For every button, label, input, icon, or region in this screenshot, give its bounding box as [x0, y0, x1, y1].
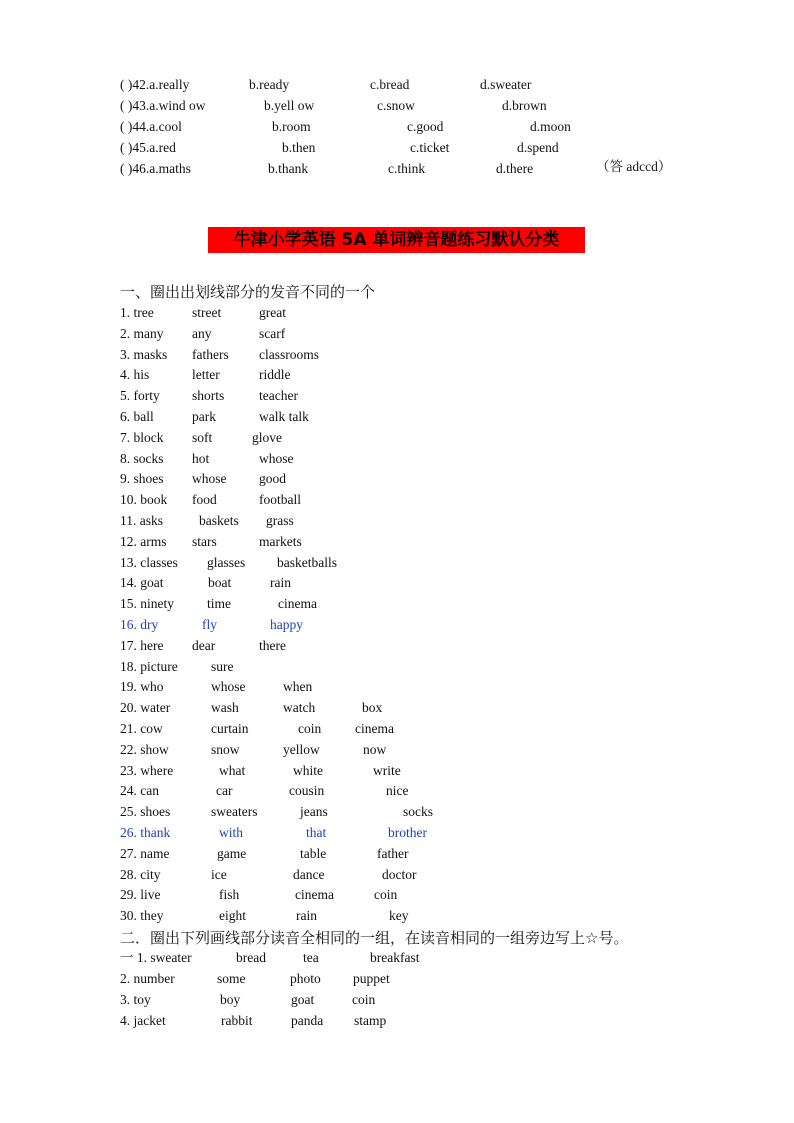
word-option: 9. shoes	[120, 471, 164, 487]
word-option: brother	[388, 825, 427, 840]
list-item	[120, 948, 680, 968]
word-option: dance	[293, 866, 325, 882]
word-option: dear	[192, 637, 216, 653]
word-option: goat	[291, 992, 315, 1007]
word-option: socks	[403, 804, 433, 820]
word-option: happy	[270, 617, 303, 632]
word-option: fathers	[192, 346, 229, 362]
question-option-d: d.spend	[517, 140, 559, 155]
question-option-d: d.there	[496, 161, 534, 176]
word-option: rabbit	[221, 1013, 253, 1028]
word-option: good	[259, 471, 286, 487]
word-option: yellow	[283, 741, 320, 757]
word-option: fish	[219, 887, 240, 903]
word-option: 7. block	[120, 429, 164, 445]
word-option: coin	[374, 887, 398, 903]
word-option: 27. name	[120, 845, 170, 861]
word-option: car	[216, 783, 233, 799]
word-option: whose	[211, 679, 246, 695]
word-option: whose	[259, 450, 294, 466]
list-item	[120, 865, 680, 885]
word-option: football	[259, 492, 301, 508]
question-option-a: ( )43.a.wind ow	[120, 98, 206, 113]
word-option: breakfast	[370, 950, 420, 965]
word-option: food	[192, 492, 217, 508]
word-option: teacher	[259, 388, 298, 404]
word-option: write	[373, 762, 401, 778]
word-option: time	[207, 596, 231, 612]
word-option: cinema	[295, 887, 334, 903]
word-option: that	[306, 825, 327, 840]
question-option-a: ( )46.a.maths	[120, 161, 191, 176]
word-option: 24. can	[120, 783, 159, 799]
page-title: 牛津小学英语 5A 单词辨音题练习默认分类	[208, 227, 585, 253]
list-item	[120, 885, 680, 905]
question-option-b: b.room	[272, 119, 311, 134]
question-option-b: b.ready	[249, 77, 290, 92]
word-option: coin	[352, 992, 376, 1007]
word-option: sure	[211, 658, 234, 674]
word-option: boy	[220, 992, 241, 1007]
word-option: baskets	[199, 513, 239, 528]
word-option: panda	[291, 1013, 324, 1028]
word-option: game	[217, 845, 247, 861]
list-item	[120, 698, 680, 718]
word-option: 30. they	[120, 908, 164, 924]
word-option: markets	[259, 533, 302, 549]
word-option: key	[389, 908, 409, 924]
word-option: box	[362, 700, 383, 716]
word-option: whose	[192, 471, 227, 487]
word-option: fly	[202, 617, 217, 632]
question-option-d: d.moon	[530, 119, 571, 134]
word-option: letter	[192, 367, 220, 383]
word-option: 10. book	[120, 492, 168, 508]
word-option: stamp	[354, 1013, 387, 1028]
word-option: when	[283, 679, 313, 695]
question-option-a: ( )45.a.red	[120, 140, 176, 155]
list-item	[120, 449, 680, 469]
word-option: 23. where	[120, 762, 174, 778]
word-option: glove	[252, 429, 282, 445]
question-option-c: c.snow	[377, 98, 415, 113]
question-option-a: ( )42.a.really	[120, 77, 190, 92]
list-item	[120, 386, 680, 406]
word-option: 25. shoes	[120, 804, 171, 820]
question-option-b: b.then	[282, 140, 316, 155]
list-item	[120, 303, 680, 323]
list-item	[120, 719, 680, 739]
word-option: 19. who	[120, 679, 164, 695]
word-option: coin	[298, 721, 322, 736]
list-item	[120, 823, 680, 843]
list-item	[120, 636, 680, 656]
list-item	[120, 781, 680, 801]
list-item	[120, 532, 680, 552]
word-option: stars	[192, 533, 217, 549]
word-option: 4. jacket	[120, 1013, 166, 1028]
list-item	[120, 761, 680, 781]
list-item	[120, 969, 680, 989]
word-option: what	[219, 762, 246, 778]
word-option: 18. picture	[120, 658, 178, 674]
word-option: boat	[208, 575, 232, 591]
word-option: cousin	[289, 783, 325, 799]
word-option: classrooms	[259, 346, 319, 362]
word-option: wash	[211, 700, 239, 716]
word-option: park	[192, 409, 216, 424]
question-option-a: ( )44.a.cool	[120, 119, 182, 134]
list-item	[120, 657, 680, 677]
word-option: 3. masks	[120, 346, 168, 362]
word-option: 2. many	[120, 325, 164, 341]
word-option: 16. dry	[120, 617, 159, 632]
section-heading: 二．圈出下列画线部分读音全相同的一组，在读音相同的一组旁边写上☆号。	[120, 929, 629, 947]
word-option: some	[217, 971, 246, 986]
word-option: hot	[192, 450, 210, 466]
word-option: rain	[296, 908, 317, 924]
list-item	[120, 428, 680, 448]
word-option: photo	[290, 971, 321, 986]
list-item	[120, 469, 680, 489]
word-option: cinema	[355, 721, 394, 736]
list-item	[120, 906, 680, 926]
list-item	[120, 1011, 680, 1031]
list-item	[120, 345, 680, 365]
list-item	[120, 511, 680, 531]
question-option-d: d.brown	[502, 98, 547, 113]
word-option: there	[259, 637, 286, 653]
word-option: 2. number	[120, 971, 175, 986]
word-option: table	[300, 845, 327, 861]
list-item	[120, 844, 680, 864]
word-option: 29. live	[120, 887, 161, 903]
word-option: sweaters	[211, 804, 258, 820]
word-option: tea	[303, 950, 319, 965]
word-option: soft	[192, 429, 213, 445]
list-item	[120, 573, 680, 593]
question-option-c: c.good	[407, 119, 444, 134]
word-option: 6. ball	[120, 409, 154, 424]
word-option: riddle	[259, 367, 291, 383]
word-option: curtain	[211, 721, 249, 736]
word-option: 1. tree	[120, 305, 154, 320]
word-option: 13. classes	[120, 554, 178, 570]
word-option: snow	[211, 741, 240, 757]
answer-note: （答 adccd）	[596, 159, 672, 174]
question-option-c: c.ticket	[410, 140, 450, 155]
word-option: shorts	[192, 388, 225, 404]
question-option-c: c.bread	[370, 77, 410, 92]
word-option: jeans	[300, 804, 328, 820]
word-option: 28. city	[120, 866, 161, 882]
word-option: 11. asks	[120, 513, 163, 528]
word-option: 14. goat	[120, 575, 164, 591]
list-item	[120, 553, 680, 573]
word-option: doctor	[382, 866, 417, 882]
word-option: puppet	[353, 971, 390, 986]
word-option: 15. ninety	[120, 596, 174, 612]
word-option: grass	[266, 513, 294, 528]
word-option: 22. show	[120, 741, 169, 757]
word-option: great	[259, 305, 286, 320]
word-option: scarf	[259, 325, 286, 341]
word-option: street	[192, 305, 222, 320]
list-item	[120, 407, 680, 427]
word-option: 5. forty	[120, 388, 160, 404]
word-option: watch	[283, 700, 316, 716]
question-option-b: b.yell ow	[264, 98, 315, 113]
word-option: walk talk	[259, 409, 309, 424]
word-option: eight	[219, 908, 246, 924]
word-option: 20. water	[120, 700, 171, 716]
question-option-c: c.think	[388, 161, 426, 176]
section-heading: 一、圈出出划线部分的发音不同的一个	[120, 283, 376, 301]
list-item	[120, 490, 680, 510]
question-option-b: b.thank	[268, 161, 309, 176]
word-option: white	[293, 762, 323, 778]
list-item	[120, 615, 680, 635]
list-item	[120, 365, 680, 385]
list-item	[120, 594, 680, 614]
word-option: cinema	[278, 596, 317, 612]
list-item	[120, 324, 680, 344]
word-option: 8. socks	[120, 450, 164, 466]
word-option: now	[363, 741, 387, 757]
word-option: basketballs	[277, 554, 337, 570]
word-option: 26. thank	[120, 825, 171, 840]
list-item	[120, 990, 680, 1010]
list-item	[120, 677, 680, 697]
word-option: rain	[270, 575, 291, 591]
word-option: father	[377, 845, 409, 861]
question-option-d: d.sweater	[480, 77, 532, 92]
list-item	[120, 802, 680, 822]
list-item	[120, 740, 680, 760]
word-option: bread	[236, 950, 266, 965]
word-option: 17. here	[120, 637, 164, 653]
word-option: glasses	[207, 554, 246, 570]
word-option: 3. toy	[120, 992, 151, 1007]
word-option: any	[192, 325, 212, 341]
word-option: 12. arms	[120, 533, 167, 549]
word-option: nice	[386, 783, 409, 799]
word-option: with	[219, 825, 244, 840]
word-option: 4. his	[120, 367, 150, 383]
word-option: ice	[211, 866, 227, 882]
word-option: 21. cow	[120, 721, 163, 736]
word-option: 一 1. sweater	[120, 950, 192, 965]
